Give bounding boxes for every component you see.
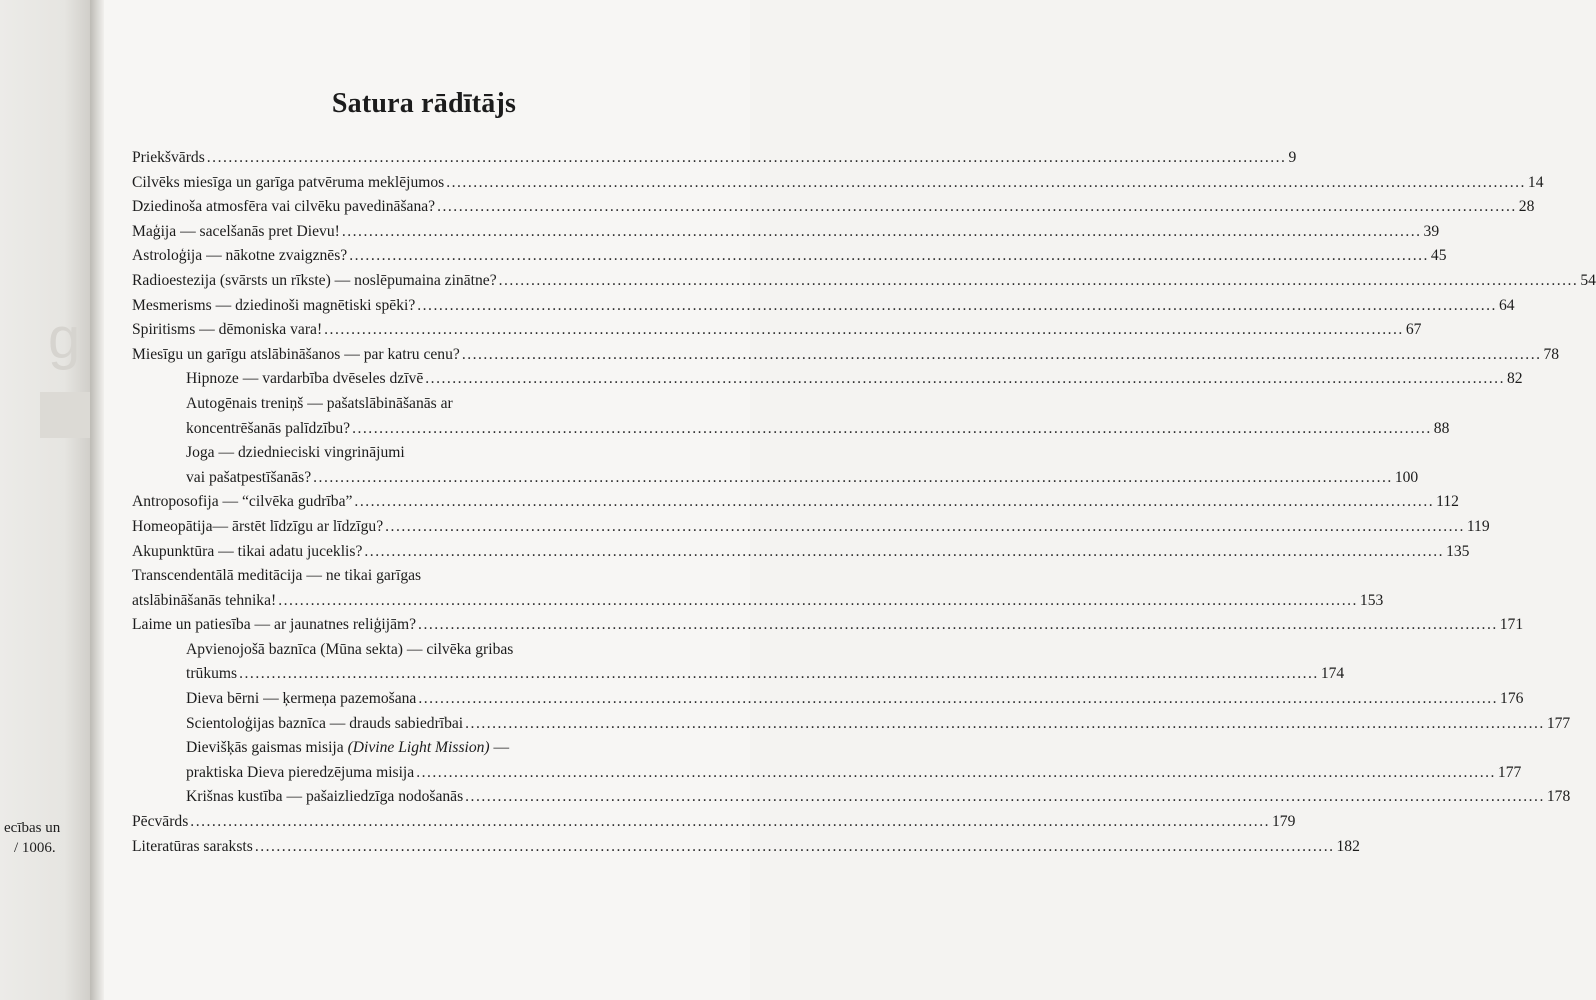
page-title: Satura rādītājs bbox=[331, 88, 517, 119]
toc-entry-title: Cilvēks miesīga un garīga patvēruma meklējumos bbox=[132, 173, 445, 191]
toc-entry-page: 153 bbox=[1359, 591, 1384, 609]
toc-leader-dots: ........................................................................................................................................................................................................ bbox=[437, 198, 1517, 216]
toc-entry-title: Miesīgu un garīgu atslābināšanos — par katru cenu? bbox=[132, 345, 460, 363]
toc-subentry bbox=[132, 367, 1523, 392]
toc-subentry bbox=[132, 761, 1522, 786]
toc-entry bbox=[132, 613, 1524, 638]
toc-subentry bbox=[132, 662, 1345, 687]
toc-leader-dots: ........................................................................................................................................................................................................ bbox=[206, 149, 1287, 166]
toc-leader-dots: ........................................................................................................................................................................................................ bbox=[417, 296, 1497, 314]
toc-leader-dots: ........................................................................................................................................................................................................ bbox=[446, 173, 1526, 191]
toc-entry-title: Scientoloģijas baznīca — drauds sabiedrībai bbox=[186, 714, 464, 732]
left-page-fragment: / 1006. bbox=[14, 840, 56, 856]
toc-leader-dots: ........................................................................................................................................................................................................ bbox=[239, 665, 1319, 683]
toc-entry bbox=[132, 515, 1490, 540]
toc-entry-title: vai pašatpestīšanās? bbox=[186, 468, 312, 486]
toc-entry-title: Dziedinoša atmosfēra vai cilvēku pavedināšana? bbox=[132, 198, 436, 216]
toc-entry-page: 177 bbox=[1546, 714, 1571, 732]
toc-entry-page: 135 bbox=[1446, 542, 1470, 560]
toc-entry-page: 88 bbox=[1433, 419, 1450, 437]
toc-entry-title: Radioestezija (svārsts un rīkste) — noslēpumaina zinātne? bbox=[132, 271, 497, 289]
toc-entry bbox=[132, 540, 1470, 565]
toc-entry-page: 174 bbox=[1320, 665, 1345, 683]
table-of-contents bbox=[132, 146, 1596, 859]
toc-entry-title: trūkums bbox=[186, 665, 238, 683]
toc-entry-page: 119 bbox=[1466, 517, 1490, 535]
toc-entry bbox=[132, 589, 1384, 614]
toc-leader-dots: ........................................................................................................................................................................................................ bbox=[418, 616, 1498, 634]
toc-leader-dots: ........................................................................................................................................................................................................ bbox=[364, 542, 1445, 560]
toc-entry bbox=[132, 244, 1447, 269]
toc-entry-title-part: — bbox=[489, 739, 510, 757]
toc-subentry bbox=[132, 466, 1419, 491]
toc-leader-dots: ........................................................................................................................................................................................................ bbox=[190, 813, 1270, 831]
toc-entry bbox=[132, 343, 1560, 368]
toc-entry-title: Mesmerisms — dziedinoši magnētiski spēki? bbox=[132, 296, 416, 314]
toc-entry-title-line: Apvienojošā baznīca (Mūna sekta) — cilvēka gribas bbox=[186, 640, 514, 658]
toc-leader-dots: ........................................................................................................................................................................................................ bbox=[349, 247, 1429, 265]
toc-entry-title: atslābināšanās tehnika! bbox=[132, 591, 277, 609]
toc-subentry bbox=[132, 417, 1450, 442]
toc-entry-title: Akupunktūra — tikai adatu juceklis? bbox=[132, 542, 363, 560]
toc-entry-title: koncentrēšanās palīdzību? bbox=[186, 419, 351, 437]
toc-entry-page: 64 bbox=[1498, 296, 1515, 314]
toc-entry-title: Krišnas kustība — pašaizliedzīga nodošanās bbox=[186, 788, 464, 806]
toc-leader-dots: ........................................................................................................................................................................................................ bbox=[498, 271, 1579, 289]
toc-leader-dots: ........................................................................................................................................................................................................ bbox=[254, 837, 1335, 855]
toc-leader-dots: ........................................................................................................................................................................................................ bbox=[278, 591, 1358, 609]
toc-entry-title-part: Dievišķās gaismas misija bbox=[186, 739, 348, 757]
toc-entry-page: 78 bbox=[1543, 345, 1560, 363]
toc-entry-title-line: Autogēnais treniņš — pašatslābināšanās ar bbox=[186, 394, 453, 412]
toc-entry-title: Dieva bērni — ķermeņa pazemošana bbox=[186, 690, 417, 708]
bleed-through-block bbox=[40, 392, 92, 438]
toc-entry-title-italic: (Divine Light Mission) bbox=[347, 739, 490, 757]
toc-entry-title: Maģija — sacelšanās pret Dievu! bbox=[132, 222, 340, 240]
toc-entry-page: 177 bbox=[1497, 763, 1522, 781]
toc-entry-page: 112 bbox=[1436, 493, 1459, 511]
toc-leader-dots: ........................................................................................................................................................................................................ bbox=[465, 788, 1545, 806]
toc-leader-dots: ........................................................................................................................................................................................................ bbox=[313, 468, 1393, 486]
bleed-through-shape: g bbox=[48, 306, 81, 371]
toc-entry-title: Spiritisms — dēmoniska vara! bbox=[132, 321, 323, 339]
toc-entry-page: 176 bbox=[1500, 690, 1524, 708]
toc-entry bbox=[132, 269, 1596, 294]
toc-leader-dots: ........................................................................................................................................................................................................ bbox=[385, 517, 1465, 535]
toc-entry-title-line bbox=[132, 736, 600, 761]
toc-entry-title: Homeopātija— ārstēt līdzīgu ar līdzīgu? bbox=[132, 517, 384, 535]
toc-entry-page: 82 bbox=[1506, 370, 1523, 388]
toc-entry-title: praktiska Dieva pieredzējuma misija bbox=[186, 763, 415, 781]
toc-entry bbox=[132, 171, 1544, 196]
toc-entry-title: Literatūras saraksts bbox=[132, 837, 253, 855]
toc-entry bbox=[132, 294, 1515, 319]
toc-subentry bbox=[132, 687, 1524, 712]
book-gutter bbox=[90, 0, 104, 1000]
toc-leader-dots: ........................................................................................................................................................................................................ bbox=[416, 763, 1496, 781]
toc-entry bbox=[132, 835, 1360, 860]
toc-entry-title: Priekšvārds bbox=[132, 149, 205, 166]
toc-leader-dots: ........................................................................................................................................................................................................ bbox=[465, 714, 1545, 732]
toc-entry-page: 182 bbox=[1336, 837, 1360, 855]
book-page bbox=[104, 0, 1596, 1000]
toc-entry-title-line: Transcendentālā meditācija — ne tikai garīgas bbox=[132, 567, 422, 585]
toc-entry-page: 67 bbox=[1405, 321, 1422, 339]
toc-entry-title: Hipnoze — vardarbība dvēseles dzīvē bbox=[186, 370, 424, 388]
toc-entry bbox=[132, 220, 1440, 245]
toc-entry bbox=[132, 146, 1297, 171]
toc-leader-dots: ........................................................................................................................................................................................................ bbox=[461, 345, 1542, 363]
toc-entry-page: 100 bbox=[1394, 468, 1419, 486]
toc-subentry bbox=[132, 785, 1571, 810]
toc-entry bbox=[132, 318, 1422, 343]
toc-leader-dots: ........................................................................................................................................................................................................ bbox=[352, 419, 1432, 437]
toc-entry-title: Laime un patiesība — ar jaunatnes reliģijām? bbox=[132, 616, 417, 634]
toc-entry-page: 9 bbox=[1288, 149, 1297, 166]
toc-subentry bbox=[132, 712, 1571, 737]
toc-entry-page: 14 bbox=[1527, 173, 1544, 191]
toc-entry-title-line: Joga — dziednieciski vingrinājumi bbox=[186, 444, 405, 462]
toc-entry-title: Pēcvārds bbox=[132, 813, 189, 831]
toc-entry-title: Antroposofija — “cilvēka gudrība” bbox=[132, 493, 353, 511]
toc-entry-page: 54 bbox=[1580, 271, 1596, 289]
left-page bbox=[0, 0, 92, 1000]
toc-entry-page: 178 bbox=[1546, 788, 1571, 806]
toc-entry bbox=[132, 810, 1296, 835]
toc-leader-dots: ........................................................................................................................................................................................................ bbox=[341, 222, 1422, 240]
toc-entry-title: Astroloģija — nākotne zvaigznēs? bbox=[132, 247, 348, 265]
toc-leader-dots: ........................................................................................................................................................................................................ bbox=[425, 370, 1505, 388]
toc-leader-dots: ........................................................................................................................................................................................................ bbox=[354, 493, 1435, 511]
toc-entry-page: 45 bbox=[1430, 247, 1447, 265]
toc-entry bbox=[132, 490, 1459, 515]
toc-entry bbox=[132, 195, 1535, 220]
toc-leader-dots: ........................................................................................................................................................................................................ bbox=[418, 690, 1499, 708]
toc-entry-page: 171 bbox=[1499, 616, 1524, 634]
left-page-fragment: ecības un bbox=[4, 820, 61, 836]
toc-entry-page: 28 bbox=[1518, 198, 1535, 216]
toc-leader-dots: ........................................................................................................................................................................................................ bbox=[324, 321, 1404, 339]
toc-entry-page: 179 bbox=[1271, 813, 1296, 831]
toc-entry-page: 39 bbox=[1423, 222, 1440, 240]
